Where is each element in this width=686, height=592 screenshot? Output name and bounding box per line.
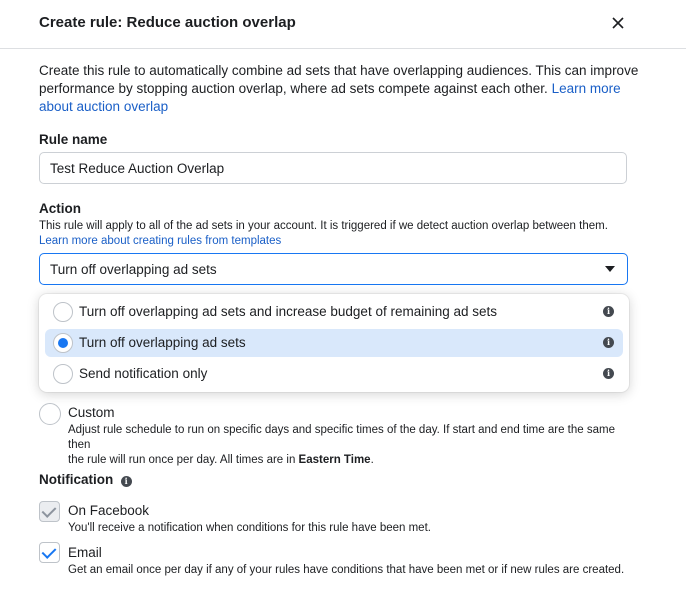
checkmark-icon bbox=[42, 503, 57, 518]
custom-schedule-radio[interactable] bbox=[39, 403, 61, 425]
radio-button[interactable] bbox=[53, 302, 73, 322]
custom-desc-text: the rule will run once per day. All times are in bbox=[68, 454, 296, 466]
radio-button-selected[interactable] bbox=[53, 333, 73, 353]
custom-desc-line-1: Adjust rule schedule to run on specific days and specific times of the day. If start and end time are the same then bbox=[68, 424, 615, 451]
caret-down-icon[interactable] bbox=[605, 266, 615, 272]
action-dropdown-menu bbox=[39, 294, 629, 392]
custom-schedule-desc bbox=[68, 423, 628, 468]
creating-rules-link[interactable]: Learn more about creating rules from templates bbox=[39, 235, 282, 247]
on-facebook-checkbox[interactable] bbox=[39, 501, 60, 522]
option-label: Turn off overlapping ad sets and increase budget of remaining ad sets bbox=[79, 304, 498, 319]
action-option-notification-only[interactable] bbox=[45, 360, 623, 388]
info-icon[interactable]: i bbox=[603, 368, 614, 379]
on-facebook-label: On Facebook bbox=[68, 503, 150, 518]
option-label: Turn off overlapping ad sets bbox=[79, 335, 246, 350]
action-option-increase-budget[interactable] bbox=[45, 298, 623, 326]
option-label: Send notification only bbox=[79, 366, 208, 381]
email-checkbox[interactable] bbox=[39, 542, 60, 563]
email-label: Email bbox=[68, 545, 102, 560]
action-option-turn-off[interactable] bbox=[45, 329, 623, 357]
custom-schedule-label: Custom bbox=[68, 405, 115, 420]
info-icon[interactable]: i bbox=[603, 306, 614, 317]
description-text: Create this rule to automatically combine ad sets that have overlapping audiences. This can improve performance by stopping auction overlap, where ad sets compete against each other. bbox=[39, 63, 639, 96]
timezone: Eastern Time bbox=[298, 454, 371, 466]
email-desc: Get an email once per day if any of your rules have conditions that have been met or if new rules are created. bbox=[68, 564, 625, 576]
info-icon[interactable]: i bbox=[121, 476, 132, 487]
radio-button[interactable] bbox=[53, 364, 73, 384]
info-icon[interactable]: i bbox=[603, 337, 614, 348]
header-divider bbox=[0, 48, 686, 49]
notification-label: Notification bbox=[39, 472, 114, 487]
notification-heading bbox=[39, 471, 132, 489]
on-facebook-desc: You'll receive a notification when conditions for this rule have been met. bbox=[68, 522, 431, 534]
rule-name-label: Rule name bbox=[39, 132, 108, 147]
action-help bbox=[39, 219, 629, 249]
action-label: Action bbox=[39, 201, 81, 216]
learn-more-auction-overlap-link[interactable]: Learn more about auction overlap bbox=[39, 81, 621, 114]
close-icon[interactable] bbox=[608, 13, 628, 33]
dialog-description bbox=[39, 62, 639, 116]
custom-desc-line-2: the rule will run once per day. All times are in Eastern Time. bbox=[68, 454, 374, 466]
rule-name-value[interactable]: Test Reduce Auction Overlap bbox=[50, 161, 225, 176]
dialog-title: Create rule: Reduce auction overlap bbox=[39, 14, 296, 31]
action-select-value[interactable]: Turn off overlapping ad sets bbox=[50, 262, 217, 277]
action-help-text: This rule will apply to all of the ad sets in your account. It is triggered if we detect auction overlap between them. bbox=[39, 220, 608, 232]
checkmark-icon bbox=[42, 544, 57, 559]
